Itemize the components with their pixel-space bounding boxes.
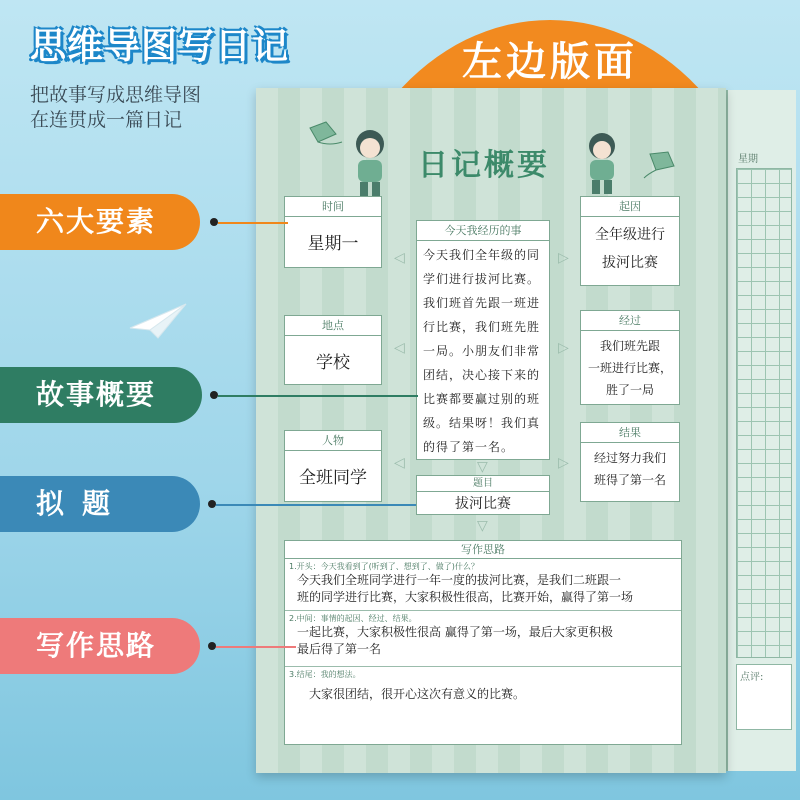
- pointer-dot: [210, 391, 218, 399]
- result-box: [580, 422, 680, 502]
- place-box-value: 学校: [316, 353, 350, 373]
- arrow-left-icon: ◁: [394, 250, 405, 266]
- pointer-dot: [208, 642, 216, 650]
- diary-heading: 日记概要: [418, 148, 550, 183]
- label-make-title: 拟题: [0, 476, 200, 532]
- writing-start-prompt: 1.开头：今天我看到了(听到了、想到了、做了)什么？: [289, 562, 479, 571]
- writing-start-line-2: 班的同学进行比赛，大家积极性很高，比赛开始，赢得了第一场: [297, 590, 634, 604]
- cause-box: [580, 196, 680, 286]
- pointer-line: [218, 222, 288, 224]
- arrow-down-icon: ▽: [477, 459, 488, 475]
- arrow-left-icon: ◁: [394, 455, 405, 471]
- place-box-heading: 地点: [285, 316, 381, 336]
- subtitle-line-1: 把故事写成思维导图: [30, 84, 202, 106]
- process-line-1: 我们班先跟: [599, 339, 660, 353]
- process-line-2: 一班进行比赛，: [587, 361, 672, 375]
- story-box-heading: 今天我经历的事: [417, 221, 549, 241]
- writing-ideas-section: [284, 540, 682, 745]
- label-six-elements: 六大要素: [0, 194, 200, 250]
- result-line-1: 经过努力我们: [593, 451, 666, 465]
- process-line-3: 胜了一局: [605, 383, 654, 397]
- subtitle-line-2: 在连贯成一篇日记: [30, 109, 183, 131]
- girl-illustration: [572, 130, 632, 200]
- arrow-right-icon: ▷: [558, 455, 569, 471]
- story-line: 今天我们全年级的同: [423, 248, 541, 262]
- time-box: [284, 196, 382, 268]
- writing-end-row: [285, 667, 681, 705]
- people-box-heading: 人物: [285, 431, 381, 451]
- cause-box-heading: 起因: [581, 197, 679, 217]
- right-page-comment-box: [736, 664, 792, 730]
- arrow-down-icon: ▽: [477, 518, 488, 534]
- story-line: 比赛都要赢过别的班: [423, 392, 541, 406]
- main-title: 思维导图写日记: [30, 26, 290, 67]
- arrow-left-icon: ◁: [394, 340, 405, 356]
- right-page-week-label: 星期: [738, 154, 758, 165]
- comment-label: 点评:: [740, 672, 764, 683]
- writing-middle-line-2: 最后得了第一名: [297, 642, 382, 656]
- pointer-dot: [210, 218, 218, 226]
- writing-end-line-1: 大家很团结，很开心这次有意义的比赛。: [309, 687, 526, 701]
- writing-middle-row: [285, 611, 681, 667]
- people-box-value: 全班同学: [299, 468, 367, 488]
- pointer-dot: [208, 500, 216, 508]
- writing-start-line-1: 今天我们全班同学进行一年一度的拔河比赛，是我们二班跟一: [297, 573, 622, 587]
- arrow-right-icon: ▷: [558, 340, 569, 356]
- title-box: [416, 475, 550, 515]
- time-box-heading: 时间: [285, 197, 381, 217]
- result-line-2: 班得了第一名: [593, 473, 666, 487]
- pointer-line: [218, 395, 418, 397]
- boy-illustration: [340, 126, 400, 206]
- writing-end-prompt: 3.结尾：我的想法。: [289, 670, 361, 679]
- people-box: [284, 430, 382, 502]
- label-writing-ideas: 写作思路: [0, 618, 200, 674]
- process-box: [580, 310, 680, 405]
- story-line: 行比赛，我们班先胜: [423, 320, 541, 334]
- story-line: 的得了第一名。: [423, 440, 515, 454]
- story-box: [416, 220, 550, 460]
- story-line: 我们班首先跟一班进: [423, 296, 541, 310]
- title-box-heading: 题目: [417, 476, 549, 492]
- story-line: 级。结果呀！我们真: [423, 416, 541, 430]
- label-story-summary: 故事概要: [0, 367, 202, 423]
- story-box-body: [417, 241, 549, 461]
- story-line: 一局。小朋友们非常: [423, 344, 541, 358]
- story-line: 团结，决心接下来的: [423, 368, 541, 382]
- time-box-value: 星期一: [307, 234, 359, 254]
- title-box-value: 拔河比赛: [455, 496, 511, 512]
- pointer-line: [216, 646, 296, 648]
- writing-ideas-heading: 写作思路: [285, 541, 681, 559]
- pointer-line: [216, 504, 416, 506]
- process-box-heading: 经过: [581, 311, 679, 331]
- cause-line-2: 拔河比赛: [602, 255, 658, 271]
- cause-line-1: 全年级进行: [595, 227, 665, 243]
- arrow-right-icon: ▷: [558, 250, 569, 266]
- story-line: 学们进行拔河比赛。: [423, 272, 541, 286]
- result-box-heading: 结果: [581, 423, 679, 443]
- paper-plane-icon: [128, 300, 188, 340]
- writing-middle-line-1: 一起比赛，大家积极性很高 赢得了第一场，最后大家更积极: [297, 625, 613, 639]
- right-page-writing-grid: [736, 168, 792, 658]
- layout-badge: 左边版面: [462, 39, 638, 85]
- kite-icon-right: [640, 150, 680, 180]
- writing-middle-prompt: 2.中间：事情的起因、经过、结果。: [289, 614, 417, 623]
- place-box: [284, 315, 382, 385]
- writing-start-row: [285, 559, 681, 611]
